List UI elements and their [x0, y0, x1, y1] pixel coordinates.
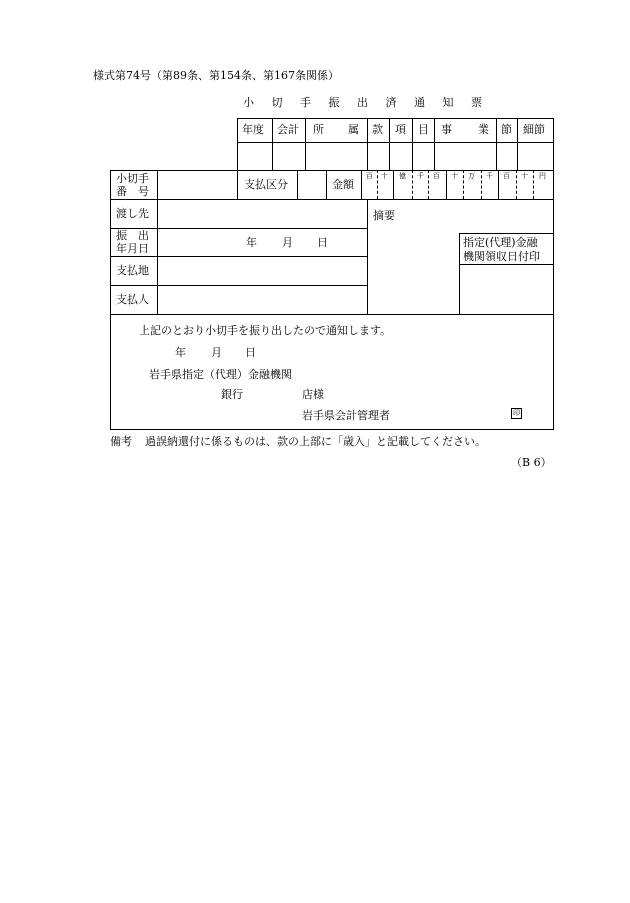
- notice-day: 日: [245, 346, 256, 359]
- col-setsu: 節: [501, 123, 512, 136]
- col-kan: 款: [372, 123, 383, 136]
- date-day: 日: [317, 236, 328, 249]
- receipt-stamp-label: 機関領収日付印: [463, 250, 540, 263]
- unit-label: 百: [503, 172, 510, 180]
- check-number-label: 小切手: [116, 172, 149, 185]
- amount-label: 金額: [332, 178, 354, 191]
- size-code: （B 6）: [511, 456, 552, 469]
- notice-year: 年: [175, 346, 186, 359]
- col-dept-1: 所: [313, 123, 324, 136]
- notice-branch: 店様: [302, 388, 324, 401]
- notice-issuer: 岩手県会計管理者: [302, 409, 390, 422]
- unit-label: 万: [468, 172, 475, 180]
- col-project-2: 業: [478, 123, 489, 136]
- unit-label: 千: [486, 172, 493, 180]
- notice-bank: 銀行: [221, 388, 243, 401]
- payer-label: 支払人: [116, 293, 149, 306]
- issue-date-label: 年月日: [116, 242, 149, 255]
- col-account: 会計: [277, 123, 299, 136]
- col-fiscal-year: 年度: [242, 123, 264, 136]
- date-month: 月: [282, 236, 293, 249]
- col-project-1: 事: [441, 123, 452, 136]
- recipient-label: 渡し先: [116, 207, 149, 220]
- summary-label: 摘要: [373, 209, 395, 222]
- unit-label: 百: [366, 172, 373, 180]
- col-saisetsu: 細節: [523, 123, 545, 136]
- unit-label: 十: [451, 172, 458, 180]
- issue-date-label: 振 出: [116, 229, 149, 242]
- col-moku: 目: [418, 123, 429, 136]
- notice-month: 月: [211, 346, 222, 359]
- unit-label: 十: [521, 172, 528, 180]
- note-text: 過誤納還付に係るものは、款の上部に「歳入」と記載してください。: [145, 435, 486, 448]
- unit-label: 千: [417, 172, 424, 180]
- unit-label: 円: [539, 172, 546, 180]
- receipt-stamp-label: 指定(代理)金融: [463, 236, 538, 249]
- seal-mark: 印: [513, 409, 520, 417]
- date-year: 年: [246, 236, 257, 249]
- unit-label: 十: [381, 172, 388, 180]
- notice-addressee: 岩手県指定（代理）金融機関: [149, 368, 292, 381]
- unit-label: 億: [399, 172, 406, 180]
- form-title: 小 切 手 振 出 済 通 知 票: [243, 96, 489, 109]
- notice-text: 上記のとおり小切手を振り出したので通知します。: [139, 324, 392, 337]
- unit-label: 百: [433, 172, 440, 180]
- note-label: 備考: [110, 435, 132, 448]
- payment-place-label: 支払地: [116, 264, 149, 277]
- form-number: 様式第74号（第89条、第154条、第167条関係）: [93, 69, 339, 82]
- check-number-label: 番 号: [116, 185, 149, 198]
- col-dept-2: 属: [348, 123, 359, 136]
- col-kou: 項: [395, 123, 406, 136]
- payment-type-label: 支払区分: [244, 178, 288, 191]
